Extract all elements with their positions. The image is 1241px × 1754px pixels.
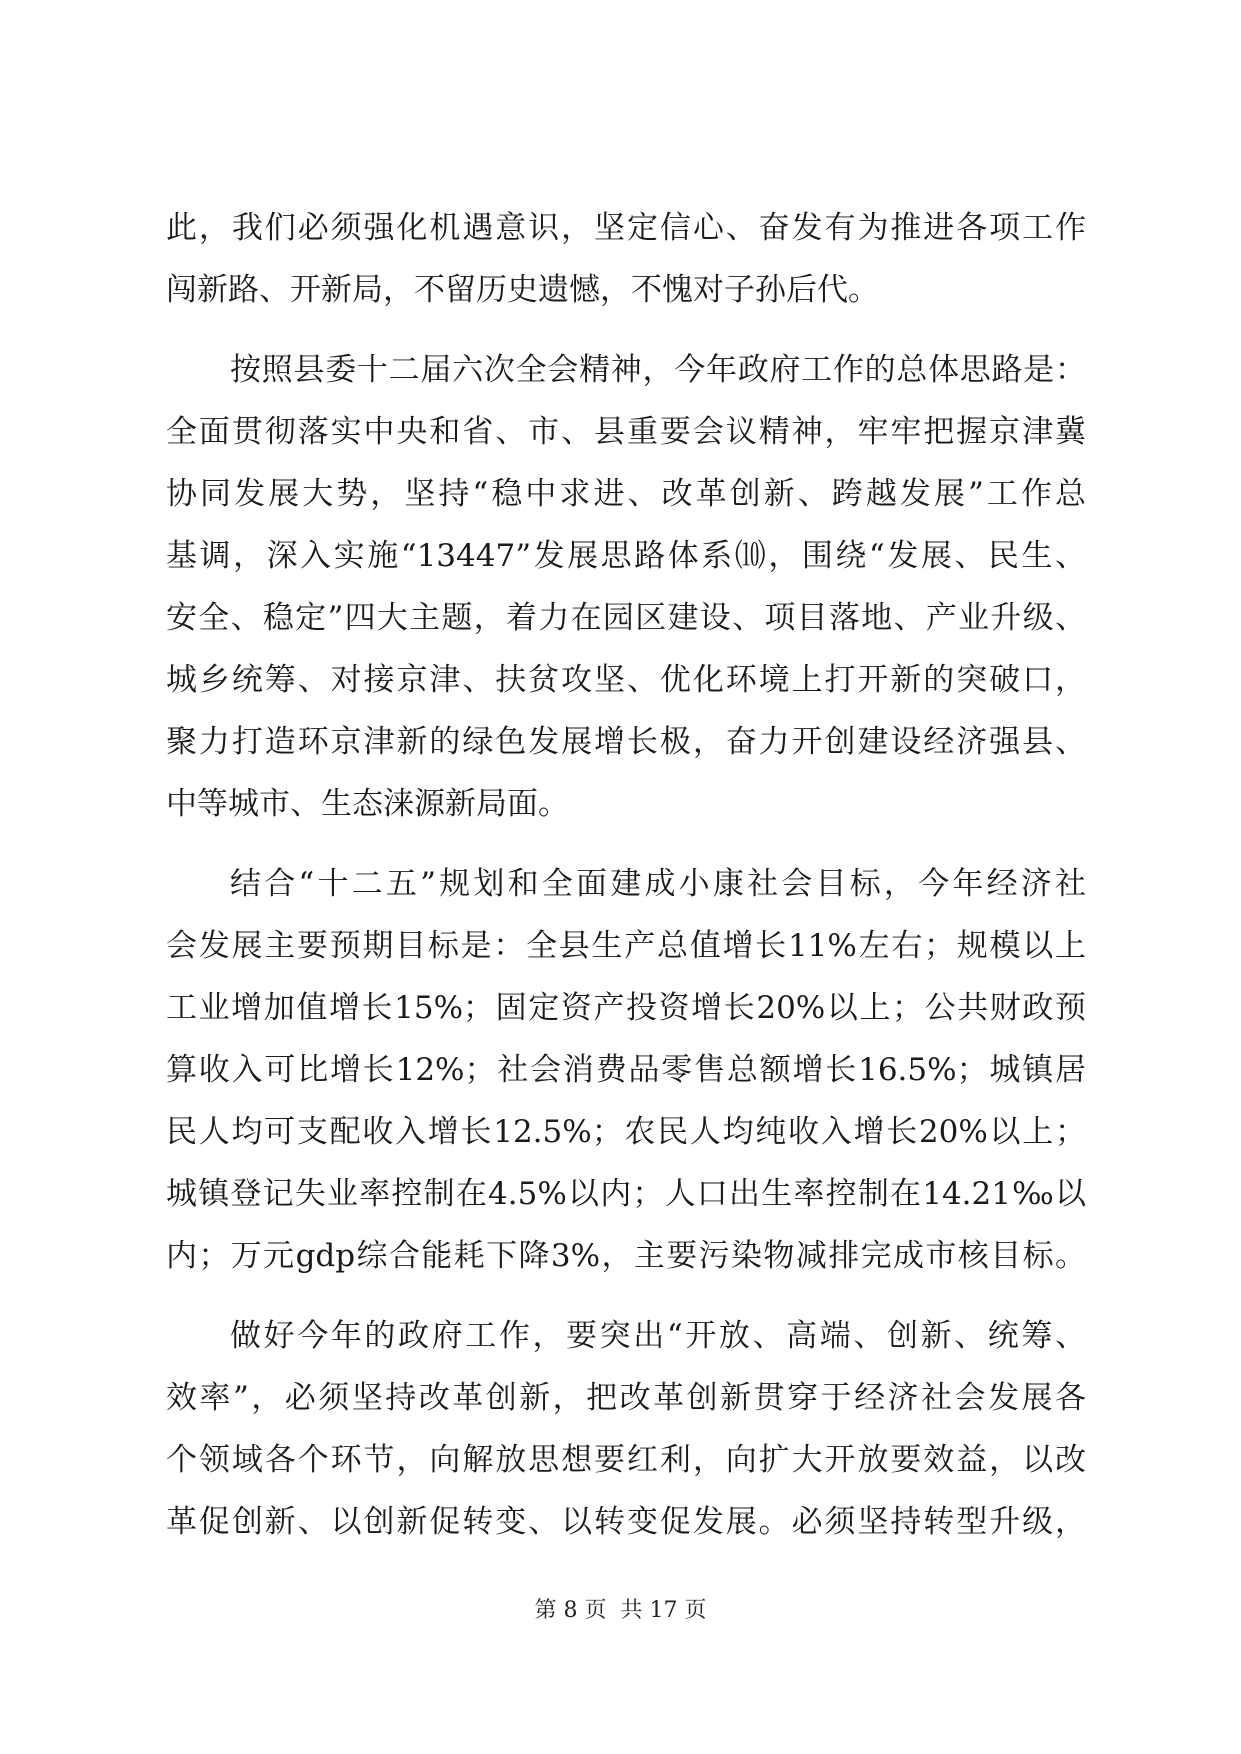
text-line: 闯新路、开新局，不留历史遗憾，不愧对子孙后代。 <box>166 272 879 308</box>
text-line: 革促创新、以创新促转变、以转变促发展。必须坚持转型升级， <box>166 1504 1086 1540</box>
text-line: 此，我们必须强化机遇意识，坚定信心、奋发有为推进各项工作 <box>166 210 1086 246</box>
text-line: 工业增加值增长15%；固定资产投资增长20%以上；公共财政预 <box>166 990 1086 1026</box>
text-line: 结合“十二五”规划和全面建成小康社会目标，今年经济社 <box>230 866 1086 902</box>
text-line: 聚力打造环京津新的绿色发展增长极，奋力开创建设经济强县、 <box>166 724 1086 760</box>
text-line: 安全、稳定”四大主题，着力在园区建设、项目落地、产业升级、 <box>166 600 1086 636</box>
text-line: 协同发展大势，坚持“稳中求进、改革创新、跨越发展”工作总 <box>166 476 1086 512</box>
text-line: 内；万元gdp综合能耗下降3%，主要污染物减排完成市核目标。 <box>166 1238 1086 1274</box>
text-line: 按照县委十二届六次全会精神，今年政府工作的总体思路是： <box>230 352 1086 388</box>
text-line: 做好今年的政府工作，要突出“开放、高端、创新、统筹、 <box>230 1318 1086 1354</box>
text-line: 城乡统筹、对接京津、扶贫攻坚、优化环境上打开新的突破口， <box>166 662 1086 698</box>
text-line: 全面贯彻落实中央和省、市、县重要会议精神，牢牢把握京津冀 <box>166 414 1086 450</box>
page-footer <box>0 1596 1241 1626</box>
text-line: 算收入可比增长12%；社会消费品零售总额增长16.5%；城镇居 <box>166 1052 1086 1088</box>
text-line: 会发展主要预期目标是：全县生产总值增长11%左右；规模以上 <box>166 928 1086 964</box>
text-line: 民人均可支配收入增长12.5%；农民人均纯收入增长20%以上； <box>166 1114 1086 1150</box>
text-line: 个领域各个环节，向解放思想要红利，向扩大开放要效益，以改 <box>166 1442 1086 1478</box>
text-line: 基调，深入实施“13447”发展思路体系⑽，围绕“发展、民生、 <box>166 538 1086 574</box>
text-line: 中等城市、生态涞源新局面。 <box>166 786 569 822</box>
page-number: 第 8 页 共 17 页 <box>534 1598 707 1623</box>
text-line: 效率”，必须坚持改革创新，把改革创新贯穿于经济社会发展各 <box>166 1380 1086 1416</box>
text-line: 城镇登记失业率控制在4.5%以内；人口出生率控制在14.21‰以 <box>166 1176 1086 1212</box>
